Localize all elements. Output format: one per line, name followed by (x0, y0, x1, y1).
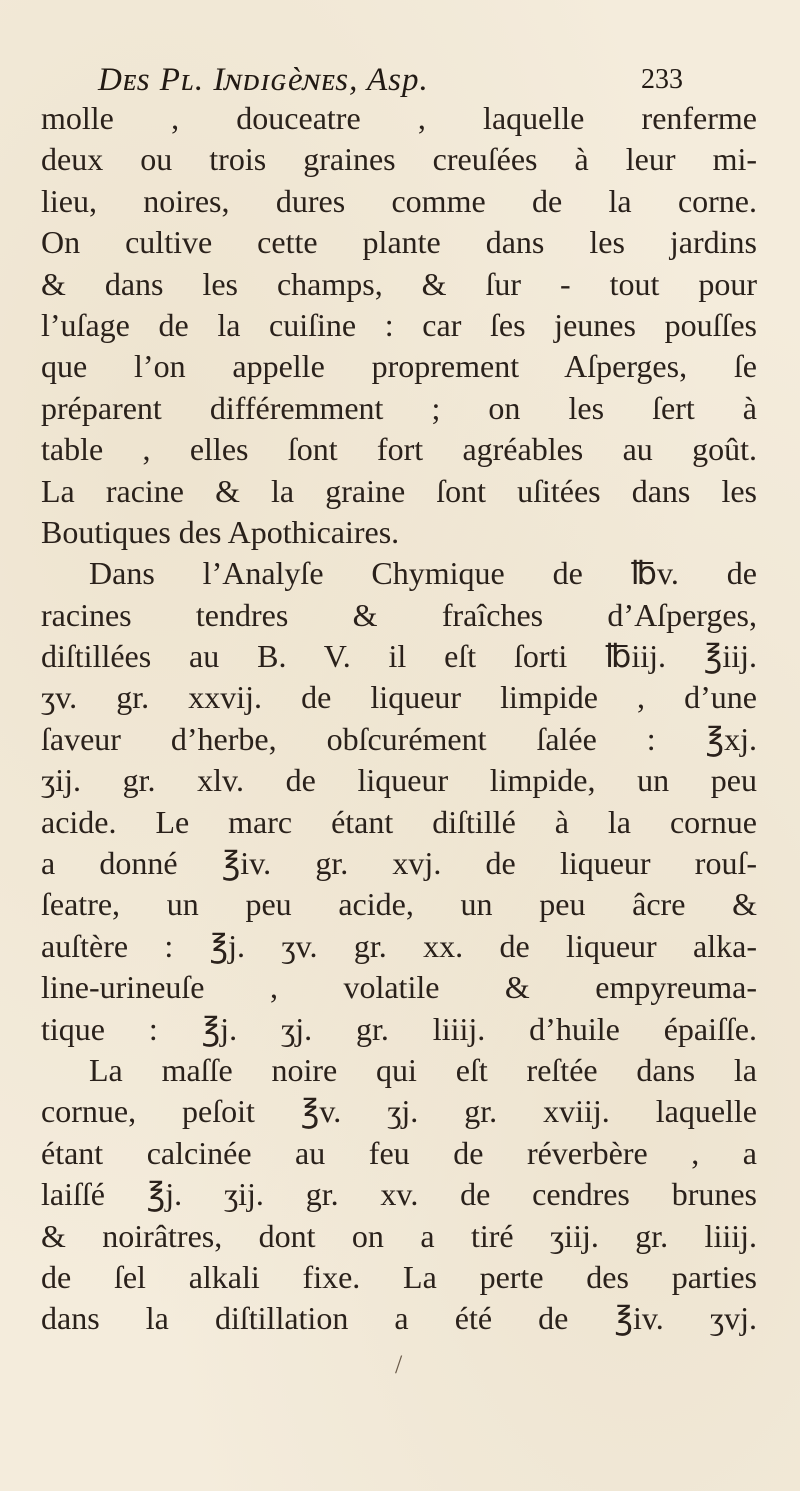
text-line: a donné ℥iv. gr. xvj. de liqueur rouſ- (41, 845, 757, 882)
paragraph-first-line: Dans l’Analyſe Chymique de ℔v. de (89, 555, 757, 592)
text-line: La racine & la graine ſont uſitées dans les (41, 472, 757, 509)
running-head-title: Dᴇs Pʟ. Iɴᴅɪɢèɴᴇs, Asp. (98, 62, 429, 98)
catchword-mark: / (395, 1350, 403, 1379)
text-line: acide. Le marc étant diſtillé à la cornue (41, 803, 757, 840)
text-line: racines tendres & fraîches d’Aſperges, (41, 596, 757, 633)
text-line: ʒij. gr. xlv. de liqueur limpide, un peu (41, 762, 757, 799)
text-line: ſaveur d’herbe, obſcurément ſalée : ℥xj. (41, 720, 757, 757)
text-line: diſtillées au B. V. il eſt ſorti ℔iij. ℥iij. (41, 638, 757, 675)
text-line: étant calcinée au feu de réverbère , a (41, 1134, 757, 1171)
text-line: ʒv. gr. xxvij. de liqueur limpide , d’une (41, 679, 757, 716)
text-line: molle , douceatre , laquelle renferme (41, 100, 757, 136)
text-line: Boutiques des Apothicaires. (41, 513, 400, 550)
text-line: & dans les champs, & ſur - tout pour (41, 265, 757, 302)
text-line: l’uſage de la cuiſine : car ſes jeunes pouſſes (41, 306, 757, 343)
text-line: auſtère : ℥j. ʒv. gr. xx. de liqueur alka- (41, 927, 757, 964)
text-line: dans la diſtillation a été de ℥iv. ʒvj. (41, 1300, 757, 1337)
text-line: line-urineuſe , volatile & empyreuma- (41, 969, 757, 1006)
text-line: que l’on appelle proprement Aſperges, ſe (41, 348, 757, 385)
text-line: ſeatre, un peu acide, un peu âcre & (41, 886, 757, 923)
text-line: & noirâtres, dont on a tiré ʒiij. gr. liiij. (41, 1217, 757, 1254)
text-line: table , elles ſont fort agréables au goût. (41, 431, 757, 468)
page-number: 233 (641, 64, 683, 95)
text-line: On cultive cette plante dans les jardins (41, 224, 757, 261)
text-line: deux ou trois graines creuſées à leur mi- (41, 141, 757, 178)
body-text (41, 98, 757, 1340)
text-line: de ſel alkali fixe. La perte des parties (41, 1258, 757, 1295)
paragraph-first-line: La maſſe noire qui eſt reſtée dans la (89, 1051, 757, 1088)
text-line: laiſſé ℥j. ʒij. gr. xv. de cendres brunes (41, 1176, 757, 1213)
text-line: lieu, noires, dures comme de la corne. (41, 182, 757, 219)
text-line: préparent différemment ; on les ſert à (41, 389, 757, 426)
text-line: cornue, peſoit ℥v. ʒj. gr. xviij. laquelle (41, 1093, 757, 1130)
text-line: tique : ℥j. ʒj. gr. liiij. d’huile épaiſſe. (41, 1010, 757, 1047)
